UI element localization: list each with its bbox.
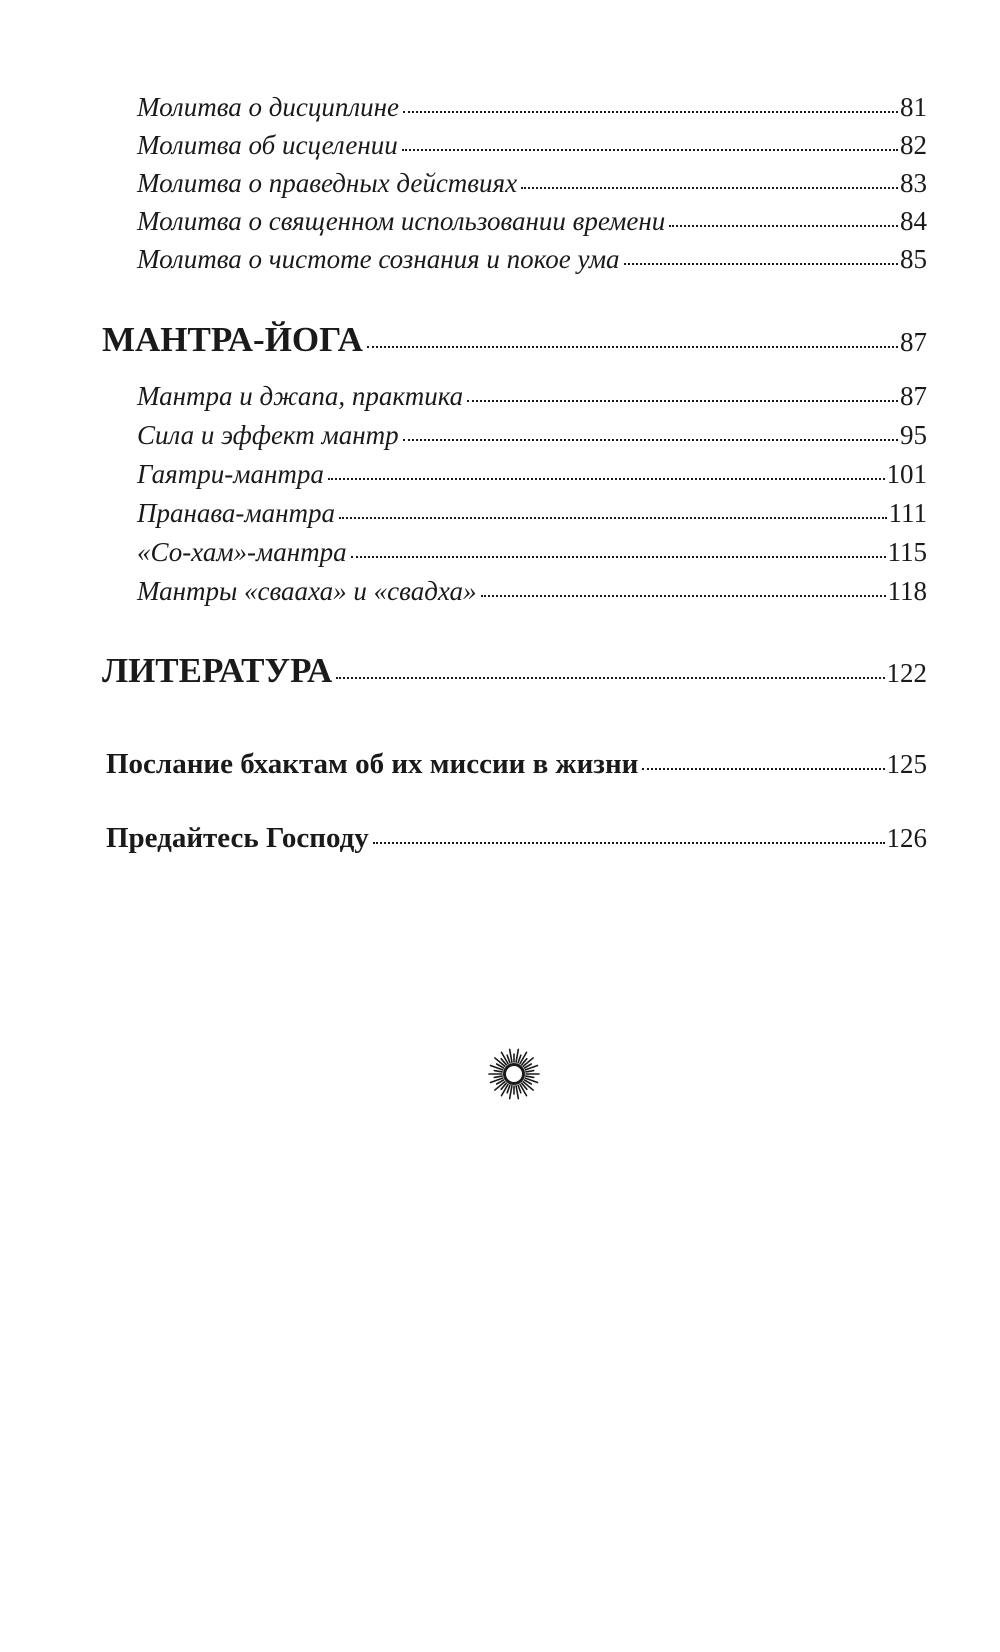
toc-entry-page: 101 xyxy=(886,459,927,489)
dot-leader xyxy=(403,111,898,113)
dot-leader xyxy=(373,842,885,844)
toc-entry-page: 87 xyxy=(900,381,927,411)
toc-section-entry[interactable] xyxy=(102,320,927,360)
toc-entry[interactable] xyxy=(137,92,927,123)
dot-leader xyxy=(521,187,898,189)
toc-entry-page: 95 xyxy=(900,420,927,450)
toc-entry-page: 85 xyxy=(900,244,927,274)
toc-entry-title: Послание бхактам об их миссии в жизни xyxy=(106,748,639,780)
toc-entry-page: 83 xyxy=(900,168,927,198)
toc-entry-page: 125 xyxy=(886,749,927,779)
toc-entry[interactable] xyxy=(106,822,927,855)
dot-leader xyxy=(467,400,898,402)
ornament-ray xyxy=(526,1071,534,1072)
toc-entry[interactable] xyxy=(137,420,927,451)
dot-leader xyxy=(367,346,898,348)
toc-entry[interactable] xyxy=(137,459,927,490)
dot-leader xyxy=(339,517,886,519)
toc-entry[interactable] xyxy=(137,130,927,161)
toc-entry-title: Молитва о праведных действиях xyxy=(137,168,518,198)
toc-section-entry[interactable] xyxy=(102,651,927,691)
toc-entry[interactable] xyxy=(137,244,927,275)
toc-entry-page: 122 xyxy=(886,658,927,688)
toc-entry-title: Пранава-мантра xyxy=(137,498,336,528)
ornament-ray xyxy=(526,1076,534,1077)
dot-leader xyxy=(336,677,884,679)
toc-entry-page: 111 xyxy=(888,498,927,528)
toc-entry-page: 118 xyxy=(887,576,927,606)
toc-entry-title: Мантра и джапа, практика xyxy=(137,381,464,411)
toc-entry-page: 81 xyxy=(900,92,927,122)
dot-leader xyxy=(642,768,884,770)
dot-leader xyxy=(403,439,898,441)
toc-entry[interactable] xyxy=(137,381,927,412)
toc-section-title: МАНТРА-ЙОГА xyxy=(102,320,363,359)
toc-entry-page: 115 xyxy=(887,537,927,567)
ornament-ray xyxy=(510,1086,512,1099)
dot-leader xyxy=(624,263,898,265)
toc-entry-title: «Со-хам»-мантра xyxy=(137,537,347,567)
ornament-ray xyxy=(516,1086,518,1099)
ornament-ray xyxy=(510,1049,512,1062)
toc-entry-page: 126 xyxy=(886,823,927,853)
toc-entry-title: Мантры «сваaха» и «свадха» xyxy=(137,576,477,606)
toc-entry-title: Молитва о дисциплине xyxy=(137,92,400,122)
ornament-ray xyxy=(494,1071,502,1072)
toc-entry-title: Предайтесь Господу xyxy=(106,822,369,854)
toc-entry-page: 87 xyxy=(900,327,927,357)
toc-entry-title: Молитва об исцелении xyxy=(137,130,398,160)
toc-entry-page: 84 xyxy=(900,206,927,236)
toc-entry[interactable] xyxy=(137,206,927,237)
dot-leader xyxy=(669,225,898,227)
dot-leader xyxy=(481,595,886,597)
toc-entry-title: Гаятри-мантра xyxy=(137,459,324,489)
toc-entry[interactable] xyxy=(137,576,927,607)
toc-entry[interactable] xyxy=(137,537,927,568)
toc-entry[interactable] xyxy=(137,168,927,199)
ornament-ray xyxy=(494,1076,502,1077)
dot-leader xyxy=(328,478,885,480)
toc-entry-page: 82 xyxy=(900,130,927,160)
ornament-ray xyxy=(516,1049,518,1062)
dot-leader xyxy=(402,149,898,151)
sunburst-ornament-icon xyxy=(487,1047,541,1101)
dot-leader xyxy=(351,556,886,558)
toc-entry[interactable] xyxy=(106,748,927,781)
toc-entry-title: Молитва о священном использовании времени xyxy=(137,206,666,236)
toc-section-title: ЛИТЕРАТУРА xyxy=(102,651,333,690)
toc-entry[interactable] xyxy=(137,498,927,529)
toc-entry-title: Молитва о чистоте сознания и покое ума xyxy=(137,244,620,274)
toc-entry-title: Сила и эффект мантр xyxy=(137,420,399,450)
